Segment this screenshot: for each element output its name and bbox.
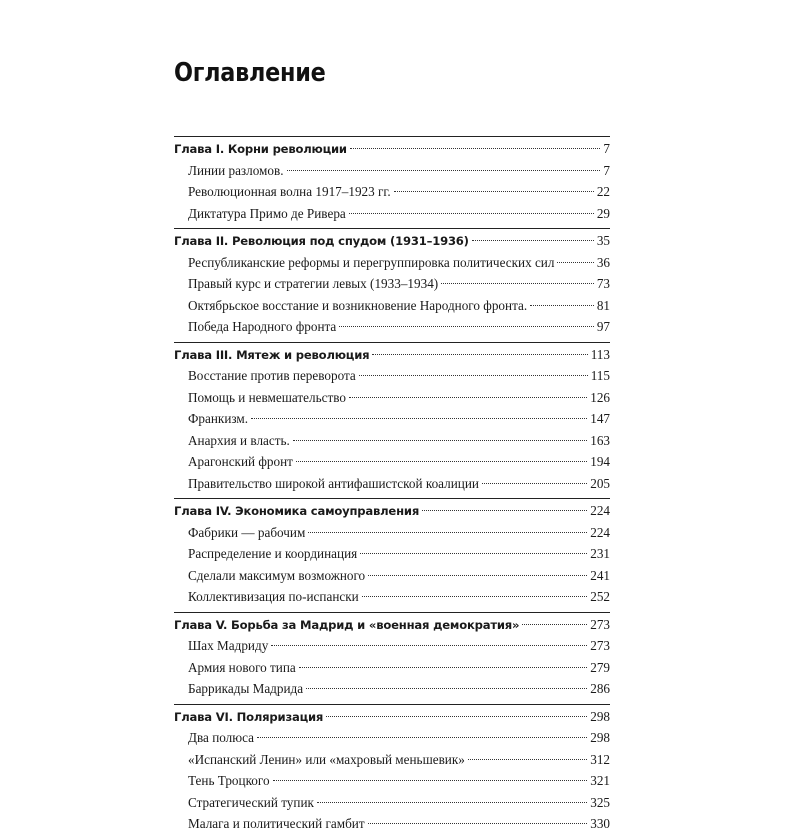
dot-leader xyxy=(372,354,587,355)
section-entry xyxy=(174,473,610,495)
dot-leader xyxy=(349,213,594,214)
page-number: 29 xyxy=(596,205,610,221)
page-number: 205 xyxy=(590,475,610,491)
section-entry xyxy=(174,316,610,338)
section-title: Линии разломов. xyxy=(188,162,284,178)
section-title: Франкизм. xyxy=(188,411,249,426)
page-number: 126 xyxy=(590,389,610,405)
section-entry xyxy=(174,181,610,203)
section-entry xyxy=(174,273,610,295)
page-number: 97 xyxy=(596,319,610,334)
section-entry xyxy=(174,295,610,317)
section-title: Тень Троцкого xyxy=(188,773,270,788)
chapter-entry xyxy=(174,706,610,728)
section-entry xyxy=(174,586,610,608)
dot-leader xyxy=(306,688,587,689)
section-title: Арагонский фронт xyxy=(188,454,293,469)
section-title: Правительство широкой антифашистской коалиции xyxy=(188,475,479,491)
section-entry xyxy=(174,408,610,430)
page-number: 298 xyxy=(590,708,610,724)
chapter-title: Глава VI. Поляризация xyxy=(174,709,324,724)
page-number: 273 xyxy=(590,616,610,632)
section-title: Анархия и власть. xyxy=(188,432,290,448)
chapter-entry xyxy=(174,500,610,522)
page-title: Оглавление xyxy=(174,58,326,88)
chapter-title: Глава V. Борьба за Мадрид и «военная демократия» xyxy=(174,617,520,632)
section-title: Сделали максимум возможного xyxy=(188,567,366,583)
section-title: Победа Народного фронта xyxy=(188,319,337,334)
section-title: «Испанский Ленин» или «махровый меньшевик» xyxy=(188,751,465,767)
section-title: Фабрики — рабочим xyxy=(188,524,306,540)
chapter-block xyxy=(174,612,610,700)
dot-leader xyxy=(349,397,587,398)
section-title: Два полюса xyxy=(188,730,254,745)
section-entry xyxy=(174,813,610,835)
page-number: 35 xyxy=(596,233,610,248)
page-number: 73 xyxy=(596,276,610,291)
dot-leader xyxy=(350,148,601,149)
page-number: 7 xyxy=(603,141,610,156)
chapter-title: Глава IV. Экономика самоуправления xyxy=(174,504,420,518)
chapter-title: Глава III. Мятеж и революция xyxy=(174,347,370,362)
section-title: Правый курс и стратегии левых (1933–1934) xyxy=(188,276,439,291)
chapter-entry xyxy=(174,138,610,160)
page-number: 194 xyxy=(590,454,610,469)
section-title: Армия нового типа xyxy=(188,659,296,675)
page-number: 241 xyxy=(590,567,610,583)
chapter-block xyxy=(174,498,610,608)
section-entry xyxy=(174,160,610,182)
page-number: 325 xyxy=(590,794,610,810)
dot-leader xyxy=(317,802,587,803)
page-number: 147 xyxy=(590,411,610,426)
dot-leader xyxy=(339,326,594,327)
chapter-block xyxy=(174,136,610,224)
section-entry xyxy=(174,543,610,565)
dot-leader xyxy=(557,262,593,263)
section-title: Стратегический тупик xyxy=(188,794,314,810)
chapter-title: Глава II. Революция под спудом (1931–1936) xyxy=(174,234,469,248)
chapter-title: Глава I. Корни революции xyxy=(174,142,347,156)
dot-leader xyxy=(296,461,587,462)
page-number: 298 xyxy=(590,730,610,745)
dot-leader xyxy=(468,759,587,760)
dot-leader xyxy=(293,440,587,441)
section-title: Республиканские реформы и перегруппировка политических сил xyxy=(188,254,555,270)
section-entry xyxy=(174,522,610,544)
section-title: Октябрьское восстание и возникновение Народного фронта. xyxy=(188,297,528,313)
section-title: Революционная волна 1917–1923 гг. xyxy=(188,184,391,199)
dot-leader xyxy=(362,596,588,597)
page-number: 113 xyxy=(590,346,610,362)
page-number: 7 xyxy=(603,162,610,178)
chapter-block xyxy=(174,342,610,495)
section-entry xyxy=(174,770,610,792)
page-number: 312 xyxy=(590,751,610,767)
page-number: 279 xyxy=(590,659,610,675)
section-entry xyxy=(174,430,610,452)
section-entry xyxy=(174,727,610,749)
page-number: 231 xyxy=(590,546,610,561)
section-entry xyxy=(174,792,610,814)
dot-leader xyxy=(472,240,594,241)
table-of-contents xyxy=(174,136,610,839)
chapter-block xyxy=(174,228,610,338)
section-entry xyxy=(174,678,610,700)
section-entry xyxy=(174,387,610,409)
dot-leader xyxy=(299,667,587,668)
section-title: Помощь и невмешательство xyxy=(188,389,346,405)
page-number: 224 xyxy=(590,524,610,540)
page-number: 163 xyxy=(590,432,610,448)
page-number: 224 xyxy=(590,503,610,518)
chapter-entry xyxy=(174,344,610,366)
section-title: Диктатура Примо де Ривера xyxy=(188,205,346,221)
dot-leader xyxy=(422,510,587,511)
dot-leader xyxy=(257,737,587,738)
section-title: Баррикады Мадрида xyxy=(188,681,304,696)
section-entry xyxy=(174,451,610,473)
page-number: 273 xyxy=(590,638,610,653)
page-number: 330 xyxy=(590,816,610,831)
section-entry xyxy=(174,749,610,771)
page-number: 22 xyxy=(596,184,610,199)
chapter-block xyxy=(174,704,610,835)
chapter-entry xyxy=(174,230,610,252)
page-number: 115 xyxy=(590,368,610,383)
section-entry xyxy=(174,365,610,387)
dot-leader xyxy=(360,553,587,554)
section-title: Восстание против переворота xyxy=(188,368,356,383)
dot-leader xyxy=(326,716,587,717)
page-number: 81 xyxy=(596,297,610,313)
section-title: Шах Мадриду xyxy=(188,638,269,653)
dot-leader xyxy=(308,532,587,533)
chapter-entry xyxy=(174,614,610,636)
dot-leader xyxy=(441,283,594,284)
page-number: 252 xyxy=(590,589,610,604)
section-entry xyxy=(174,565,610,587)
dot-leader xyxy=(368,575,587,576)
page-number: 286 xyxy=(590,681,610,696)
page-number: 321 xyxy=(590,773,610,788)
dot-leader xyxy=(522,624,587,625)
section-entry xyxy=(174,657,610,679)
dot-leader xyxy=(530,305,594,306)
dot-leader xyxy=(271,645,587,646)
dot-leader xyxy=(368,823,588,824)
dot-leader xyxy=(394,191,594,192)
section-entry xyxy=(174,635,610,657)
section-title: Распределение и координация xyxy=(188,546,358,561)
dot-leader xyxy=(359,375,588,376)
section-title: Малага и политический гамбит xyxy=(188,816,365,831)
section-entry xyxy=(174,203,610,225)
section-title: Коллективизация по-испански xyxy=(188,589,359,604)
section-entry xyxy=(174,252,610,274)
dot-leader xyxy=(273,780,588,781)
dot-leader xyxy=(482,483,587,484)
page-number: 36 xyxy=(596,254,610,270)
dot-leader xyxy=(251,418,587,419)
dot-leader xyxy=(287,170,601,171)
